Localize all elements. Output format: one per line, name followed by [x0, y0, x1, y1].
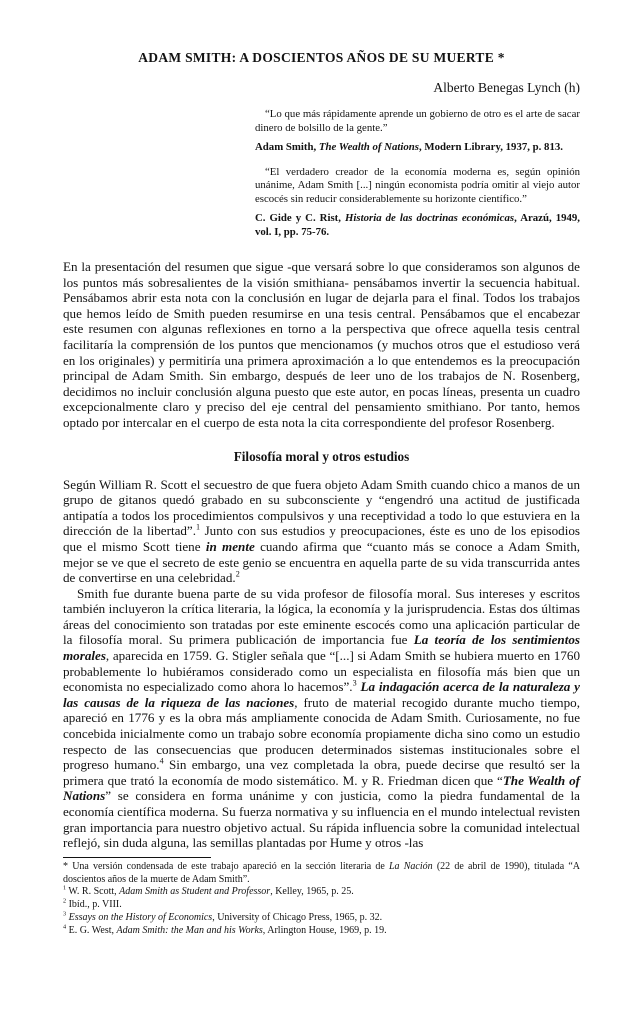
- footnote-asterisk: * Una versión condensada de este trabajo apareció en la sección literaria de La Nación (22 de abril de 1990), titulada “A doscientos años de la muerte de Adam Smith”.: [63, 860, 580, 885]
- footnote-3: $^3$ Essays on the History of Economics, University of Chicago Press, 1965, p. 32.: [63, 910, 383, 923]
- section-heading: Filosofía moral y otros estudios: [233, 448, 410, 464]
- body-paragraph-1: Según William R. Scott el secuestro de que fuera objeto Adam Smith cuando chico a manos de un grupo de gitanos quedó grabado en su subconsciente y “engendró una actitud de justificada antipatía a todos los procedimientos compulsivos y una receptividad a todo lo que estuviera en la dirección de la libertad”.$^1$ Junto con sus estudios y preocupaciones, éste es uno de los episodios que el mismo Scott tiene in mente cuando afirma que “cuanto más se conoce a Adam Smith, mejor se ve que el secreto de este genio se encuentra en aquella parte de su vida transcurrida antes de convertirse en una celebridad.$^2$: [63, 476, 581, 586]
- epigraph-quote-2: “El verdadero creador de la economía moderna es, según opinión unánime, Adam Smith [...] ningún economista podría omitir al viejo autor escocés sin reducir considerablemente su horizonte científico.”: [255, 165, 580, 205]
- epigraph-quote-1: “Lo que más rápidamente aprende un gobierno de otro es el arte de sacar dinero de bolsillo de la gente.”: [255, 108, 580, 134]
- body-paragraph-2: Smith fue durante buena parte de su vida profesor de filosofía moral. Sus intereses y escritos también incluyeron la crítica literaria, la lógica, la economía y la jurisprudencia. Estas dos últimas áreas del conocimiento son tratadas por este eminente escocés como una aplicación particular de la filosofía moral. Su primera publicación de importancia fue La teoría de los sentimientos morales, aparecida en 1759. G. Stigler señala que “[...] si Adam Smith se hubiera muerto en 1760 probablemente lo hubiéramos considerado como un especialista en filosofía más bien que un economista no especializado como ahora lo hacemos”.$^3$ La indagación acerca de la naturaleza y las causas de la riqueza de las naciones, fruto de material recogido durante mucho tiempo, apareció en 1776 y es la obra más ampliamente conocida de Adam Smith. Curiosamente, no fue concebida inicialmente como un trabajo sobre economía propiamente dicha sino como un estudio respecto de las consecuencias que producen determinados sistemas institucionales sobre el progreso humano.$^4$ Sin embargo, una vez completada la obra, puede decirse que resultó ser la primera que trató la economía de modo sistemático. M. y R. Friedman dicen que “The Wealth of Nations” se considera en forma unánime y con justicia, como la piedra fundamental de la economía científica moderna. Su fuerza normativa y su influencia en el mundo intelectual revisten gran importancia para nuestro objetivo actual. Su rápida influencia sobre la comunidad intelectual reflejó, sin duda alguna, las semillas plantadas por Hume y otros -las: [63, 585, 580, 851]
- footnote-separator: [63, 857, 211, 858]
- author-name: Alberto Benegas Lynch (h): [433, 80, 580, 95]
- footnotes-section: [63, 861, 580, 938]
- footnote-1: $^1$ W. R. Scott, Adam Smith as Student and Professor, Kelley, 1965, p. 25.: [63, 885, 354, 898]
- footnote-2: $^2$ Ibíd., p. VIII.: [63, 897, 122, 911]
- epigraph-section: [255, 108, 580, 239]
- footnote-4: $^4$ E. G. West, Adam Smith: the Man and his Works, Arlington House, 1969, p. 19.: [63, 923, 387, 936]
- article-title: ADAM SMITH: A DOSCIENTOS AÑOS DE SU MUERTE *: [138, 50, 505, 65]
- epigraph-attribution-1: Adam Smith, The Wealth of Nations, Modern Library, 1937, p. 813.: [255, 141, 563, 153]
- epigraph-attribution-2: C. Gide y C. Rist, Historia de las doctrinas económicas, Arazú, 1949, vol. I, pp. 75-76.: [255, 212, 580, 238]
- intro-paragraph: En la presentación del resumen que sigue -que versará sobre lo que consideramos son algunos de los puntos más sobresalientes de la visión smithiana- pensábamos invertir la secuencia habitual. Pensábamos abrir esta nota con la conclusión en lugar de dejarla para el final. Todos los trabajos que hemos leído de Smith pueden resumirse en una tesis central. Pensábamos que el encabezar este resumen con algunas reflexiones en torno a la perspectiva que ofrece aquella tesis central facilitaría la comprensión de los puntos que mencionamos (y muchos otros que el estudioso verá en los originales) y permitiría una primera aproximación a lo que entendemos es la preocupación principal de Adam Smith. Sin embargo, después de leer uno de los trabajos de N. Rosenberg, decidimos no incluir conclusión alguna puesto que este autor, en pocas líneas, presenta un cuadro excepcionalmente claro y preciso del eje central del pensamiento smithiano. Por tanto, hemos optado por intercalar en el cuerpo de esta nota la cita correspondiente del profesor Rosenberg.: [63, 259, 580, 430]
